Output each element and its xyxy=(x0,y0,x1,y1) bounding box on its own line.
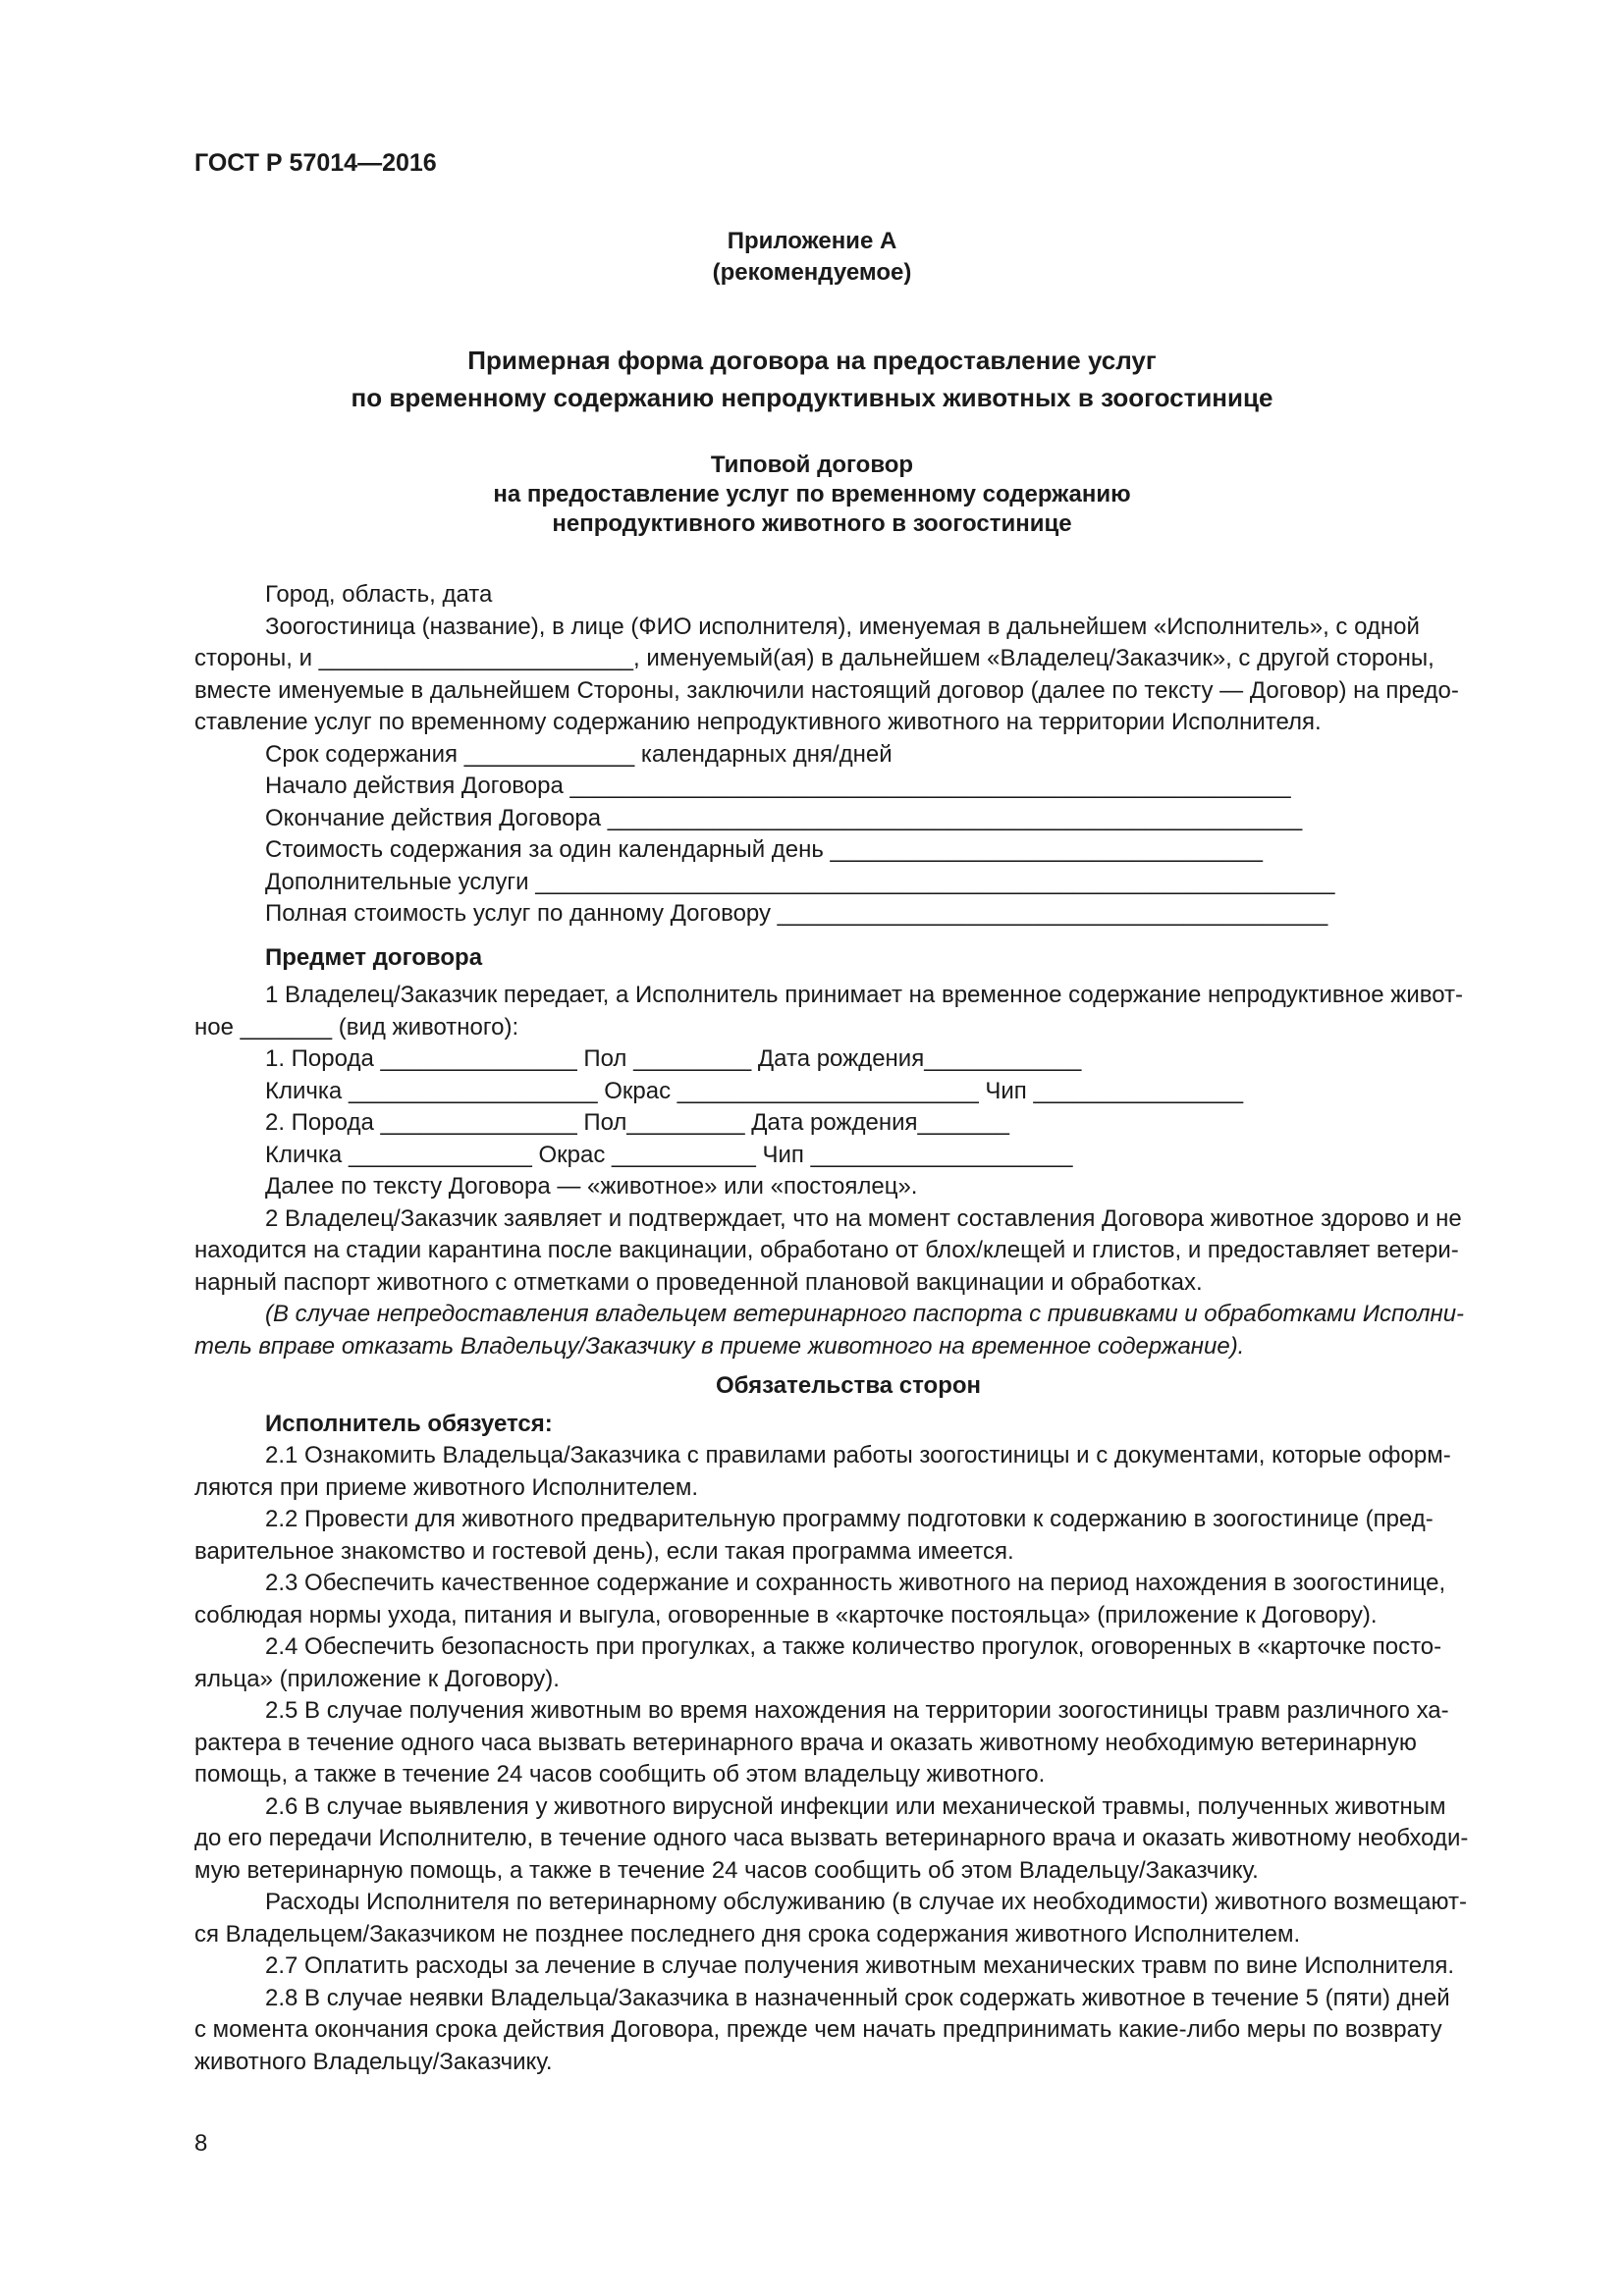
further-referred-line: Далее по тексту Договора — «животное» или «постоялец». xyxy=(265,1173,918,1200)
clause-2-5-line-1: 2.5 В случае получения животным во время нахождения на территории зоогостиницы травм различного ха- xyxy=(265,1697,1449,1724)
subject-p1-line-2: ное _______ (вид животного): xyxy=(194,1013,519,1041)
subject-note-line-1: (В случае непредоставления владельцем ветеринарного паспорта с прививками и обработками Исполни- xyxy=(265,1301,1465,1327)
term-end: Окончание действия Договора _____________________________________________________ xyxy=(265,804,1303,831)
clause-2-5-line-3: помощь, а также в течение 24 часов сообщить об этом владельцу животного. xyxy=(194,1761,1046,1788)
clause-2-3-line-1: 2.3 Обеспечить качественное содержание и сохранность животного на период нахождения в зоогостинице, xyxy=(265,1570,1446,1596)
parties-line-2: стороны, и ________________________, именуемый(ая) в дальнейшем «Владелец/Заказчик», с другой стороны, xyxy=(194,645,1435,671)
clause-2-1-line-2: ляются при приеме животного Исполнителем. xyxy=(194,1473,699,1501)
obligations-heading: Обязательства сторон xyxy=(715,1372,982,1399)
parties-line-3: вместе именуемые в дальнейшем Стороны, заключили настоящий договор (далее по тексту — Договор) на предо- xyxy=(194,676,1459,704)
term-daily-cost: Стоимость содержания за один календарный день _________________________________ xyxy=(265,836,1264,863)
appendix-status: (рекомендуемое) xyxy=(712,259,912,286)
standard-number: ГОСТ Р 57014—2016 xyxy=(194,149,437,177)
clause-2-4-line-2: яльца» (приложение к Договору). xyxy=(194,1665,560,1692)
subject-heading: Предмет договора xyxy=(265,943,483,971)
contract-subtitle-line-1: Типовой договор xyxy=(710,452,914,478)
executor-obliged-heading: Исполнитель обязуется: xyxy=(265,1410,553,1437)
term-total-cost: Полная стоимость услуг по данному Договору __________________________________________ xyxy=(265,900,1328,927)
subject-p2-line-3: нарный паспорт животного с отметками о проведенной плановой вакцинации и обработках. xyxy=(194,1268,1203,1296)
clause-2-3-line-2: соблюдая нормы ухода, питания и выгула, оговоренные в «карточке постояльца» (приложение к Договору). xyxy=(194,1601,1378,1629)
clause-2-7: 2.7 Оплатить расходы за лечение в случае получения животным механических травм по вине Исполнителя. xyxy=(265,1952,1454,1979)
page-number: 8 xyxy=(194,2130,208,2157)
clause-2-1-line-1: 2.1 Ознакомить Владельца/Заказчика с правилами работы зоогостиницы и с документами, которые оформ- xyxy=(265,1442,1451,1468)
expenses-line-1: Расходы Исполнителя по ветеринарному обслуживанию (в случае их необходимости) животного возмещают- xyxy=(265,1889,1467,1915)
clause-2-6-line-1: 2.6 В случае выявления у животного вирусной инфекции или механической травмы, полученных животным xyxy=(265,1792,1446,1820)
document-title-line-1: Примерная форма договора на предоставление услуг xyxy=(467,346,1157,375)
animal-2-breed-row: 2. Порода _______________ Пол_________ Дата рождения_______ xyxy=(265,1109,1009,1136)
subject-p2-line-2: находится на стадии карантина после вакцинации, обработано от блох/клещей и глистов, и предоставляет ветери- xyxy=(194,1237,1459,1263)
contract-body xyxy=(194,579,1502,2078)
animal-2-name-row: Кличка ______________ Окрас ___________ Чип ____________________ xyxy=(265,1141,1073,1168)
animal-1-breed-row: 1. Порода _______________ Пол _________ Дата рождения____________ xyxy=(265,1045,1082,1072)
term-period: Срок содержания _____________ календарных дня/дней xyxy=(265,740,893,768)
contract-subtitle-line-2: на предоставление услуг по временному содержанию xyxy=(493,481,1131,507)
expenses-line-2: ся Владельцем/Заказчиком не позднее последнего дня срока содержания животного Исполнителем. xyxy=(194,1920,1301,1948)
clause-2-6-line-2: до его передачи Исполнителю, в течение одного часа вызвать ветеринарного врача и оказать животному необходи- xyxy=(194,1825,1469,1851)
clause-2-8-line-3: животного Владельцу/Заказчику. xyxy=(194,2048,553,2075)
subject-p1-line-1: 1 Владелец/Заказчик передает, а Исполнитель принимает на временное содержание непродуктивное живот- xyxy=(265,982,1464,1008)
term-start: Начало действия Договора _______________________________________________________ xyxy=(265,773,1291,799)
parties-line-4: ставление услуг по временному содержанию непродуктивного животного на территории Исполнителя. xyxy=(194,709,1322,735)
contract-subtitle-line-3: непродуктивного животного в зоогостинице xyxy=(552,510,1072,537)
clause-2-2-line-1: 2.2 Провести для животного предварительную программу подготовки к содержанию в зоогостинице (пред- xyxy=(265,1506,1434,1532)
parties-line-1: Зоогостиница (название), в лице (ФИО исполнителя), именуемая в дальнейшем «Исполнитель», с одной xyxy=(265,613,1420,640)
subject-p2-line-1: 2 Владелец/Заказчик заявляет и подтверждает, что на момент составления Договора животное здорово и не xyxy=(265,1204,1462,1232)
city-date-line: Город, область, дата xyxy=(265,581,493,608)
term-extra-services: Дополнительные услуги _____________________________________________________________ xyxy=(265,868,1335,895)
clause-2-8-line-1: 2.8 В случае неявки Владельца/Заказчика в назначенный срок содержать животное в течение 5 (пяти) дней xyxy=(265,1984,1450,2011)
clause-2-6-line-3: мую ветеринарную помощь, а также в течение 24 часов сообщить об этом Владельцу/Заказчику. xyxy=(194,1856,1259,1884)
clause-2-8-line-2: с момента окончания срока действия Договора, прежде чем начать предпринимать какие-либо меры по возврату xyxy=(194,2016,1442,2043)
clause-2-2-line-2: варительное знакомство и гостевой день), если такая программа имеется. xyxy=(194,1537,1014,1565)
animal-1-name-row: Кличка ___________________ Окрас _______________________ Чип ________________ xyxy=(265,1077,1244,1104)
document-title-line-2: по временному содержанию непродуктивных животных в зоогостинице xyxy=(351,383,1273,412)
appendix-title: Приложение А xyxy=(727,228,897,254)
clause-2-5-line-2: рактера в течение одного часа вызвать ветеринарного врача и оказать животному необходимую ветеринарную xyxy=(194,1729,1417,1756)
subject-note-line-2: тель вправе отказать Владельцу/Заказчику в приеме животного на временное содержание). xyxy=(194,1332,1245,1360)
clause-2-4-line-1: 2.4 Обеспечить безопасность при прогулках, а также количество прогулок, оговоренных в «карточке посто- xyxy=(265,1633,1442,1660)
